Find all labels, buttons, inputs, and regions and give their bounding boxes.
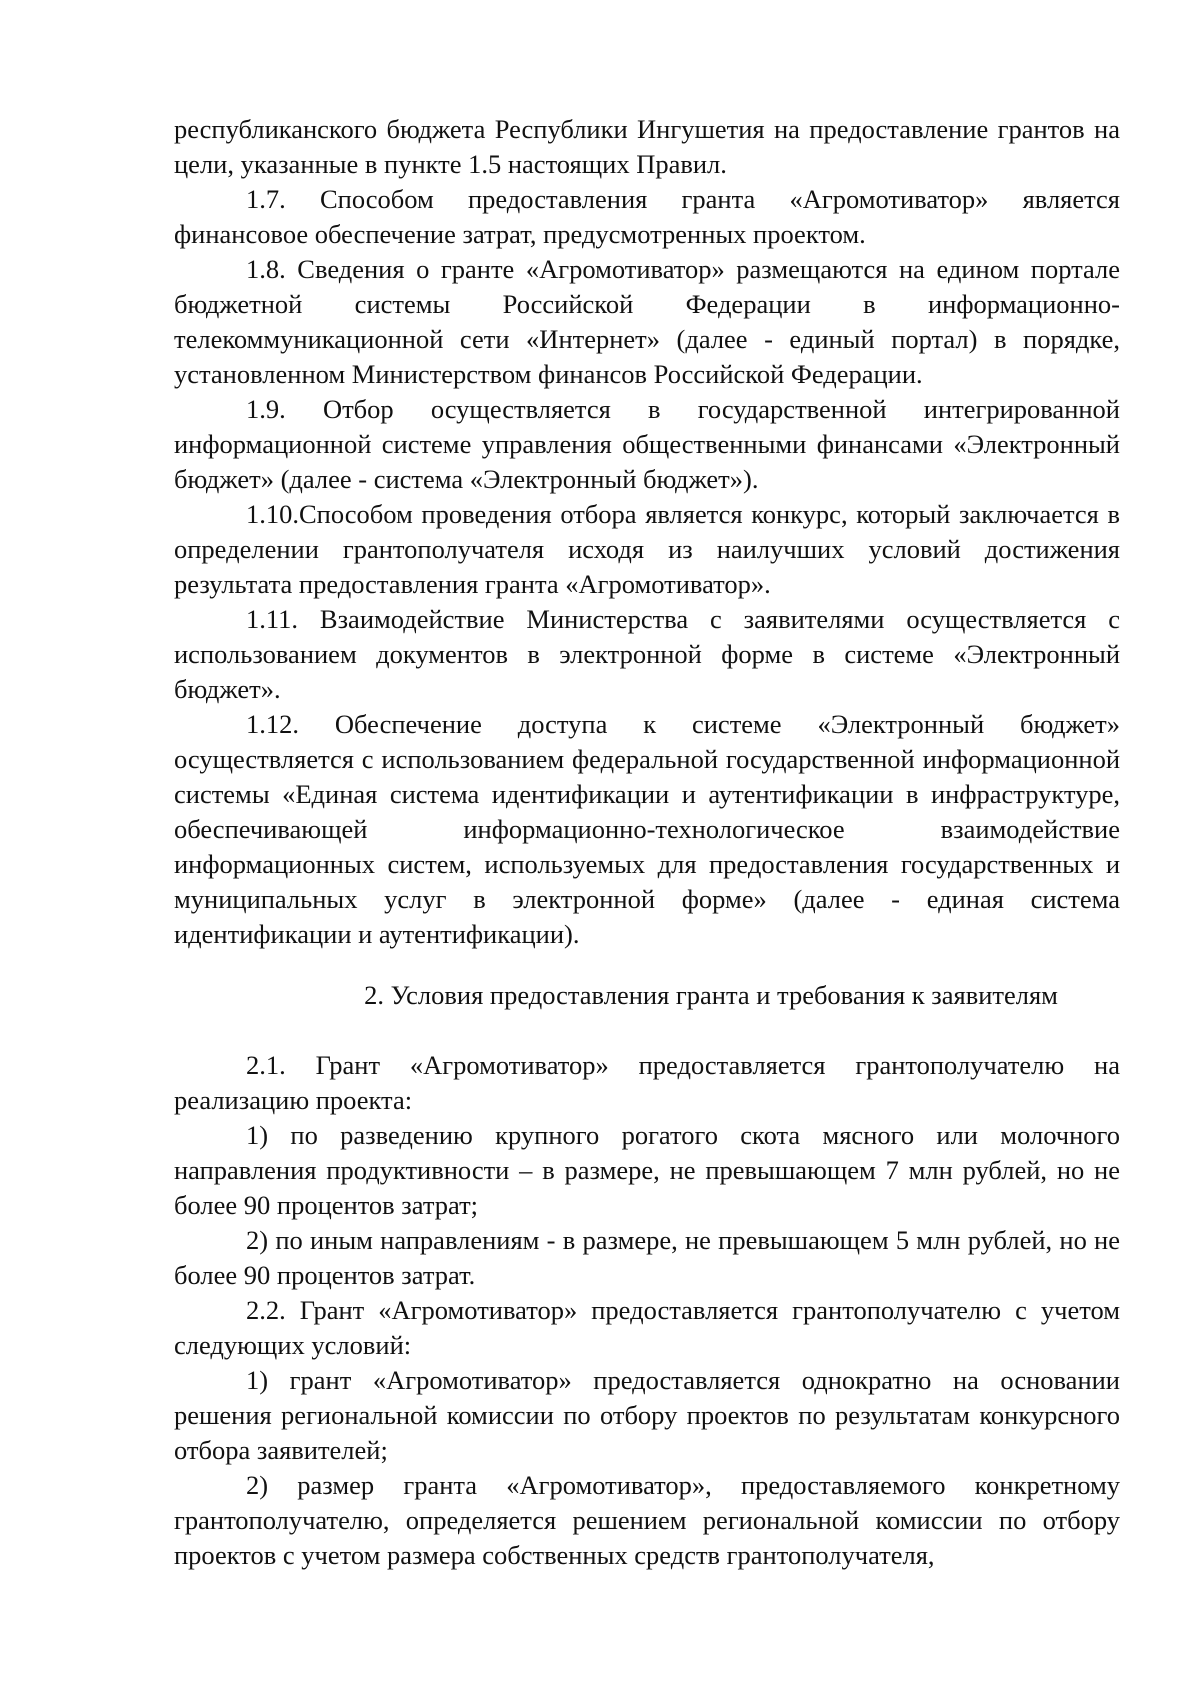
paragraph-1-7: 1.7. Способом предоставления гранта «Агромотиватор» является финансовое обеспечение затрат, предусмотренных проектом. [174, 184, 1120, 249]
paragraph-budget-continuation: республиканского бюджета Республики Ингушетия на предоставление грантов на цели, указанные в пункте 1.5 настоящих Правил. [174, 114, 1120, 179]
paragraph-1-11: 1.11. Взаимодействие Министерства с заявителями осуществляется с использованием документов в электронной форме в системе «Электронный бюджет». [174, 604, 1120, 704]
paragraph-2-2-item-2: 2) размер гранта «Агромотиватор», предоставляемого конкретному грантополучателю, определяется решением региональной комиссии по отбору проектов с учетом размера собственных средств грантополучателя, [174, 1470, 1120, 1570]
paragraph-2-1-item-1: 1) по разведению крупного рогатого скота мясного или молочного направления продуктивности – в размере, не превышающем 7 млн рублей, но не более 90 процентов затрат; [174, 1120, 1120, 1220]
paragraph-2-1-item-2: 2) по иным направлениям - в размере, не превышающем 5 млн рублей, но не более 90 процентов затрат. [174, 1225, 1120, 1290]
paragraph-2-1: 2.1. Грант «Агромотиватор» предоставляется грантополучателю на реализацию проекта: [174, 1050, 1120, 1115]
section-heading: 2. Условия предоставления гранта и требования к заявителям [364, 980, 1058, 1010]
paragraph-1-8: 1.8. Сведения о гранте «Агромотиватор» размещаются на едином портале бюджетной системы Российской Федерации в информационно-телекоммуникационной сети «Интернет» (далее - единый портал) в порядке, установленном Министерством финансов Российской Федерации. [174, 254, 1120, 389]
paragraph-1-12: 1.12. Обеспечение доступа к системе «Электронный бюджет» осуществляется с использованием федеральной государственной информационной системы «Единая система идентификации и аутентификации в инфраструктуре, обеспечивающей информационно-технологическое взаимодействие информационных систем, используемых для предоставления государственных и муниципальных услуг в электронной форме» (далее - единая система идентификации и аутентификации). [174, 709, 1120, 949]
document-page [174, 112, 1120, 1573]
paragraph-1-9: 1.9. Отбор осуществляется в государственной интегрированной информационной системе управления общественными финансами «Электронный бюджет» (далее - система «Электронный бюджет»). [174, 394, 1120, 494]
paragraph-2-2: 2.2. Грант «Агромотиватор» предоставляется грантополучателю с учетом следующих условий: [174, 1295, 1120, 1360]
paragraph-1-10: 1.10.Способом проведения отбора является конкурс, который заключается в определении грантополучателя исходя из наилучших условий достижения результата предоставления гранта «Агромотиватор». [174, 499, 1120, 599]
paragraph-2-2-item-1: 1) грант «Агромотиватор» предоставляется однократно на основании решения региональной комиссии по отбору проектов по результатам конкурсного отбора заявителей; [174, 1365, 1120, 1465]
